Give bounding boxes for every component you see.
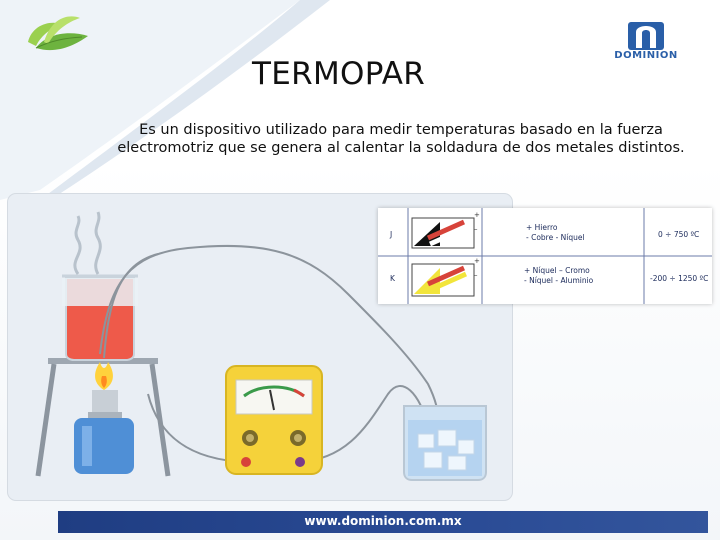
- thermocouple-types-table: [378, 208, 712, 304]
- description-line-1: Es un dispositivo utilizado para medir temperaturas basado en la fuerza: [139, 122, 663, 138]
- row-k-range: -200 ÷ 1250 ºC: [650, 274, 709, 283]
- slide-title: TERMOPAR: [252, 56, 426, 92]
- row-k-material-1: + Níquel – Cromo: [524, 266, 590, 275]
- dominion-logo: [596, 18, 696, 66]
- row-k-type: K: [390, 274, 395, 283]
- footer-bar: [58, 511, 708, 533]
- svg-text:+: +: [474, 257, 480, 265]
- slide-description: [106, 121, 696, 157]
- row-j-material-2: - Cobre - Níquel: [526, 233, 585, 242]
- row-j-material-1: + Hierro: [526, 223, 558, 232]
- description-line-2: electromotriz que se genera al calentar la soldadura de dos metales distintos.: [117, 140, 685, 156]
- row-k-material-2: - Níquel - Aluminio: [524, 276, 594, 285]
- svg-text:+: +: [474, 211, 480, 219]
- footer-url[interactable]: www.dominion.com.mx: [304, 514, 462, 528]
- svg-text:–: –: [474, 271, 478, 279]
- row-j-range: 0 ÷ 750 ºC: [658, 230, 700, 239]
- leaf-logo: [22, 12, 94, 58]
- svg-text:–: –: [474, 225, 478, 233]
- brand-name: DOMINION: [614, 50, 678, 61]
- row-j-type: J: [390, 230, 393, 239]
- dominion-mark-icon: [596, 18, 696, 52]
